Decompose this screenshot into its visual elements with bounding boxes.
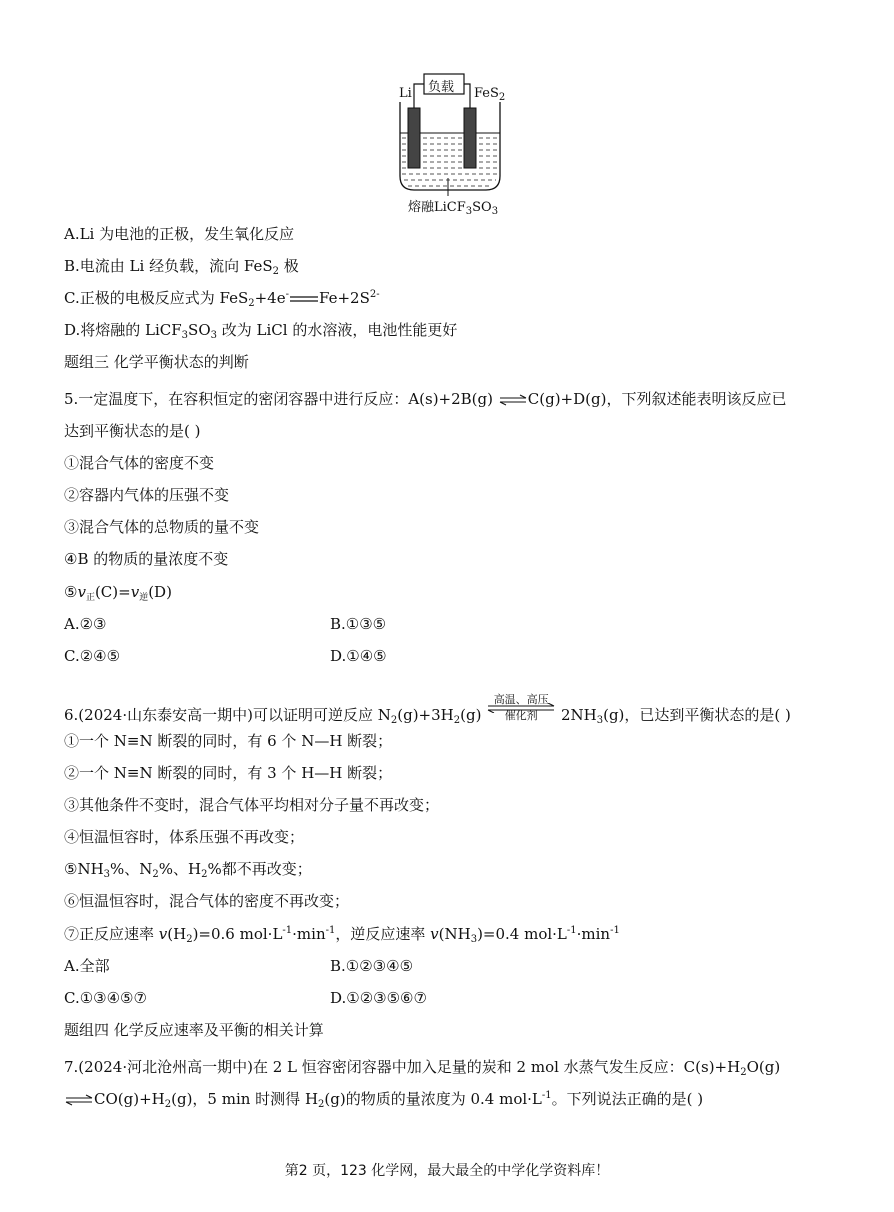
- q5-option-d: D.①④⑤: [330, 647, 387, 665]
- q6-item-6: ⑥恒温恒容时，混合气体的密度不再改变；: [64, 892, 350, 910]
- reversible-arrow: [64, 1094, 94, 1106]
- q5-item-1: ①混合气体的密度不变: [64, 454, 215, 472]
- q6-option-a: A.全部: [64, 957, 110, 975]
- q7-stem-line2: $CO(g)+H_2(g)$，5 min 时测得 $H_2(g)$的物质的量浓度为 0.4 $mol\cdot L^{-1}$。下列说法正确的是( ): [64, 1089, 703, 1109]
- reversible-arrow: [498, 394, 528, 406]
- group4-heading: 题组四 化学反应速率及平衡的相关计算: [64, 1021, 324, 1039]
- equals-arrow: [289, 293, 319, 305]
- q4-option-c: C.正极的电极反应式为 FeS$_2$+4e- $Fe+2S^{2-}$: [64, 289, 380, 309]
- q5-option-a: A.②③: [64, 615, 107, 633]
- q6-option-d: D.①②③⑤⑥⑦: [330, 989, 427, 1007]
- q6-stem: 6.(2024·山东泰安高一期中)可以证明可逆反应 $N_2(g)+3H_2(g)$ 高温、高压 催化剂 $2NH_3(g)$，已达到平衡状态的是( ): [64, 698, 791, 734]
- q5-item-5: $⑤v_正(C)=v_逆(D)$: [64, 583, 172, 603]
- q4-option-a: A.Li 为电池的正极，发生氧化反应: [64, 225, 295, 243]
- q5-stem: 5.一定温度下，在容积恒定的密闭容器中进行反应：A(s)+2B(g) C(g)+D(g)，下列叙述能表明该反应已: [64, 390, 787, 408]
- q6-item-4: ④恒温恒容时，体系压强不再改变；: [64, 828, 305, 846]
- q5-options-row2: [64, 646, 387, 666]
- q6-options-row1: [64, 956, 414, 976]
- q6-option-c: C.①③④⑤⑦: [64, 989, 147, 1007]
- q5-option-c: C.②④⑤: [64, 647, 121, 665]
- q6-item-7: ⑦正反应速率 $v(H_2)=0.6$ $mol\cdot L^{-1}\cdot\min^{-1}$，逆反应速率 $v(NH_3)=0.4$ $mol\cdot L^{-1}\cdot\min^{-1}$: [64, 925, 620, 945]
- page-footer: 第2 页，123 化学网，最大最全的中学化学资料库！: [284, 1163, 610, 1179]
- q5-stem-line2: 达到平衡状态的是( ): [64, 422, 201, 440]
- reaction-condition-arrow: 高温、高压 催化剂: [486, 690, 556, 726]
- cathode-label: FeS$_2$: [474, 86, 506, 103]
- q6-options-row2: [64, 988, 427, 1008]
- q6-option-b: B.①②③④⑤: [330, 957, 414, 975]
- q5-item-4: ④B 的物质的量浓度不变: [64, 550, 229, 568]
- anode-label: Li: [399, 86, 412, 101]
- q5-item-2: ②容器内气体的压强不变: [64, 486, 230, 504]
- q6-item-1: ①一个 N≡N 断裂的同时，有 6 个 N—H 断裂；: [64, 732, 393, 750]
- q6-item-2: ②一个 N≡N 断裂的同时，有 3 个 H—H 断裂；: [64, 764, 393, 782]
- q6-item-5: $⑤NH_3\%$、$N_2\%$、$H_2\%$都不再改变；: [64, 860, 312, 880]
- q5-item-3: ③混合气体的总物质的量不变: [64, 518, 260, 536]
- group3-heading: 题组三 化学平衡状态的判断: [64, 353, 249, 371]
- load-label: 负载: [428, 80, 455, 95]
- q4-option-d: D.将熔融的 $LiCF_3SO_3$ 改为 LiCl 的水溶液，电池性能更好: [64, 321, 458, 341]
- q4-option-b: B.电流由 Li 经负载，流向 FeS$_2$ 极: [64, 257, 299, 277]
- electrolyte-label: 熔融$LiCF_3SO_3$: [408, 200, 499, 217]
- q5-options-row1: [64, 614, 387, 634]
- q6-item-3: ③其他条件不变时，混合气体平均相对分子量不再改变；: [64, 796, 440, 814]
- q7-stem: 7.(2024·河北沧州高一期中)在 2 L 恒容密闭容器中加入足量的炭和 2 mol 水蒸气发生反应：$C(s)+H_2O(g)$: [64, 1058, 781, 1078]
- q5-option-b: B.①③⑤: [330, 615, 387, 633]
